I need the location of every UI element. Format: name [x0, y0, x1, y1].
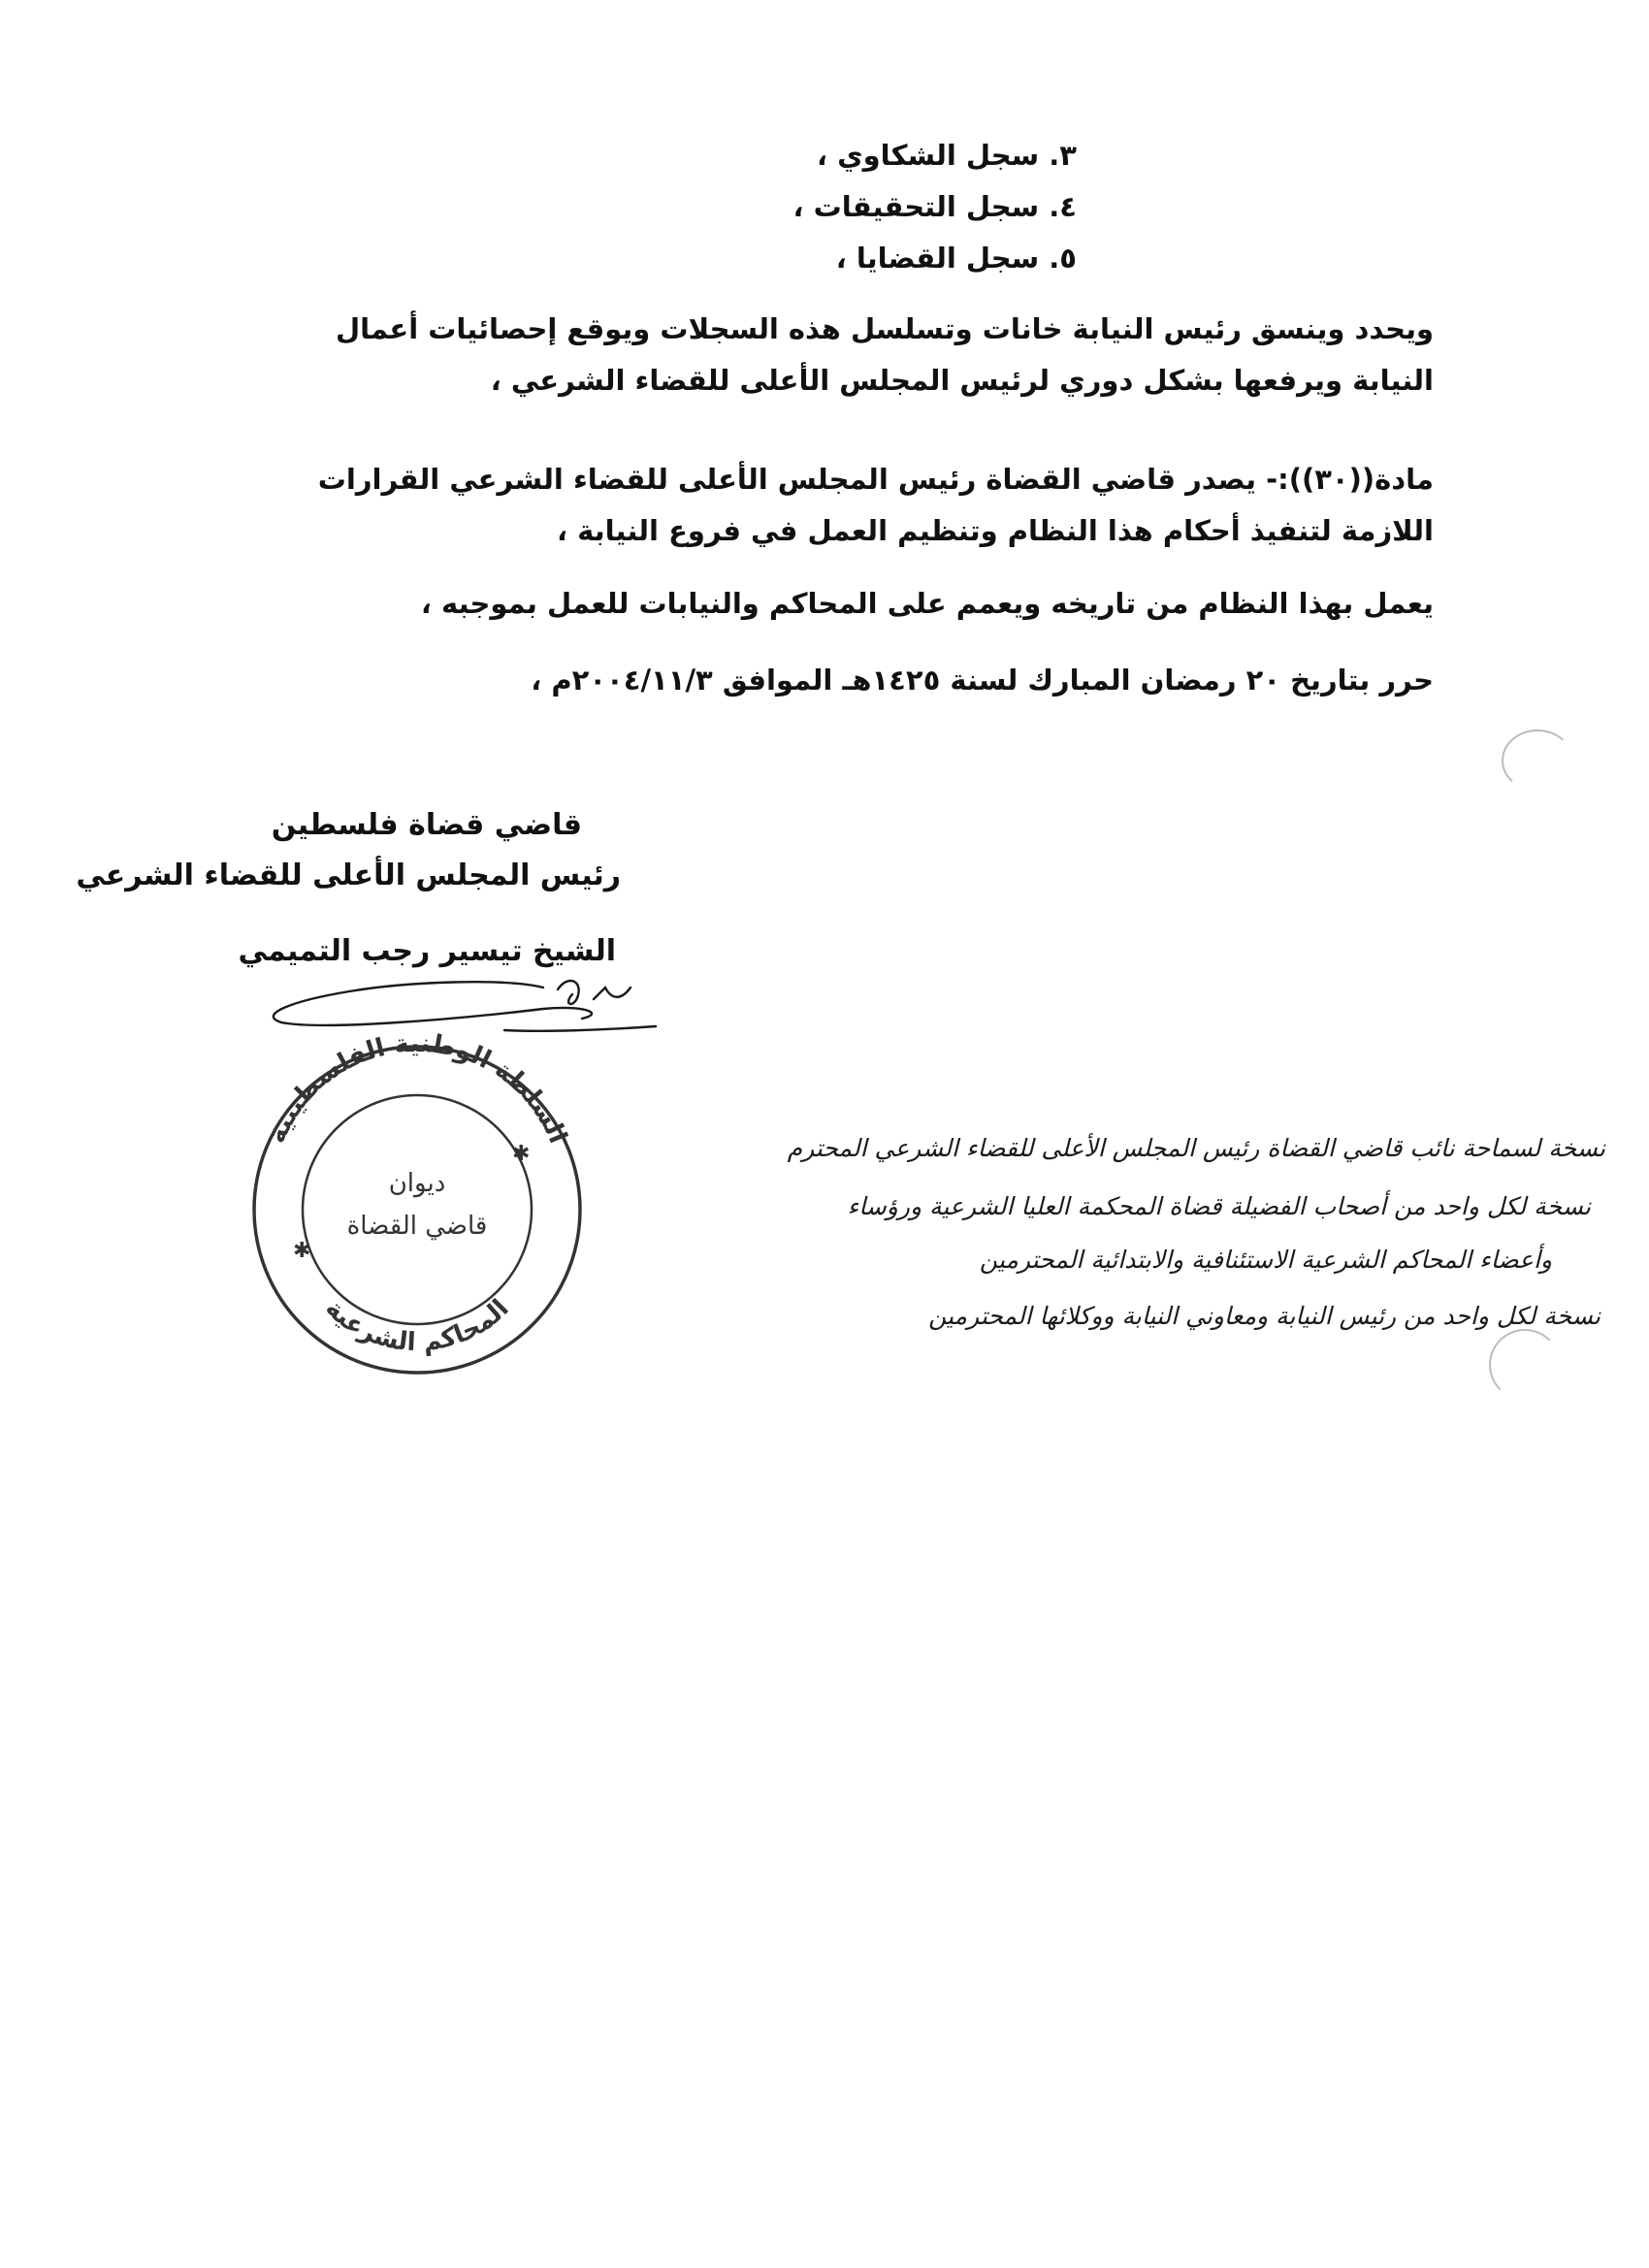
stamp-bottom-text: المحاكم الشرعية	[319, 1293, 515, 1358]
svg-text:المحاكم الشرعية	[319, 1294, 514, 1357]
stamp-inner-line-2: قاضي القضاة	[346, 1212, 488, 1241]
stamp-star-icon: ✱	[293, 1239, 311, 1263]
article-30-line-1: مادة((٣٠)):- يصدر قاضي القضاة رئيس المجلس الأعلى للقضاء الشرعي القرارات	[317, 463, 1434, 496]
signatory-name: الشيخ تيسير رجب التميمي	[238, 934, 616, 968]
list-item-investigations-register: ٤. سجل التحقيقات ،	[792, 190, 1077, 223]
svg-text:السلطة الوطنية الفلسطينية	[262, 1029, 572, 1148]
handwritten-notes	[788, 1133, 1606, 1331]
effect-clause: يعمل بهذا النظام من تاريخه ويعمم على المحاكم والنيابات للعمل بموجبه ،	[420, 587, 1434, 620]
signatory-position: رئيس المجلس الأعلى للقضاء الشرعي	[76, 859, 621, 892]
official-stamp	[254, 1029, 580, 1373]
issue-date-line: حرر بتاريخ ٢٠ رمضان المبارك لسنة ١٤٢٥هـ الموافق ٢٠٠٤/١١/٣م ،	[531, 664, 1434, 697]
list-item-complaints-register: ٣. سجل الشكاوي ،	[816, 139, 1077, 172]
paragraph-records-line-1: ويحدد وينسق رئيس النيابة خانات وتسلسل هذه السجلات ويوقع إحصائيات أعمال	[335, 312, 1434, 345]
signatory-title: قاضي قضاة فلسطين	[271, 808, 582, 842]
handwritten-signature	[274, 981, 656, 1031]
handwritten-note-2: نسخة لكل واحد من أصحاب الفضيلة قضاة المحكمة العليا الشرعية ورؤساء	[847, 1192, 1591, 1220]
handwritten-note-4: نسخة لكل واحد من رئيس النيابة ومعاوني النيابة ووكلائها المحترمين	[928, 1302, 1600, 1330]
stamp-star-icon: ✱	[512, 1142, 531, 1166]
stamp-outer-text: السلطة الوطنية الفلسطينية	[262, 1028, 573, 1148]
handwritten-note-3: وأعضاء المحاكم الشرعية الاستئنافية والابتدائية المحترمين	[979, 1246, 1552, 1274]
paragraph-records-line-2: النيابة ويرفعها بشكل دوري لرئيس المجلس الأعلى للقضاء الشرعي ،	[490, 364, 1434, 397]
handwritten-note-1: نسخة لسماحة نائب قاضي القضاة رئيس المجلس الأعلى للقضاء الشرعي المحترم	[787, 1134, 1605, 1162]
stamp-inner-line-1: ديوان	[388, 1169, 446, 1198]
article-30-line-2: اللازمة لتنفيذ أحكام هذا النظام وتنظيم العمل في فروع النيابة ،	[557, 514, 1434, 547]
list-item-cases-register: ٥. سجل القضايا ،	[835, 242, 1077, 275]
